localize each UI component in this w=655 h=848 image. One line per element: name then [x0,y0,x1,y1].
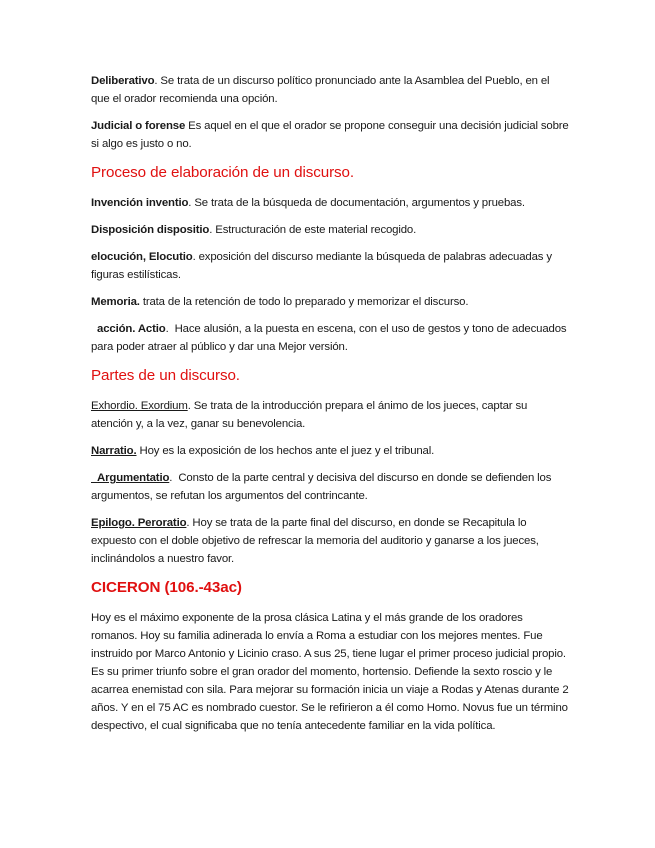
text-elocutio: . exposición del discurso mediante la búsqueda de palabras adecuadas y figuras estilísticas. [91,251,552,281]
term-judicial: Judicial o forense [91,120,186,132]
term-dispositio: Disposición dispositio [91,224,210,236]
text-argumentatio: . Consto de la parte central y decisiva del discurso en donde se defienden los argumentos, se refutan los argumentos del contrincante. [91,472,555,502]
term-narratio: Narratio. [91,445,137,457]
term-inventio: Invención inventio [91,197,189,209]
paragraph-deliberativo [91,72,569,108]
text-memoria: trata de la retención de todo lo preparado y memorizar el discurso. [139,296,469,308]
text-actio: . Hace alusión, a la puesta en escena, con el uso de gestos y tono de adecuados para poder atraer al público y dar una Mejor versión. [91,323,570,353]
paragraph-actio [91,320,569,356]
paragraph-dispositio [91,221,569,239]
paragraph-narratio [91,442,569,460]
text-judicial: Es aquel en el que el orador se propone conseguir una decisión judicial sobre si algo es justo o no. [91,120,569,150]
paragraph-inventio [91,194,569,212]
term-argumentatio: Argumentatio [91,472,170,484]
heading-ciceron: CICERON (106.-43ac) [91,579,242,596]
heading-proceso: Proceso de elaboración de un discurso. [91,164,354,181]
term-actio: acción. Actio [91,323,166,335]
paragraph-exordium [91,397,569,433]
paragraph-judicial [91,117,569,153]
term-peroratio: Epilogo. Peroratio [91,517,187,529]
text-dispositio: . Estructuración de este material recogido. [209,224,417,236]
text-inventio: . Se trata de la búsqueda de documentación, argumentos y pruebas. [188,197,525,209]
text-peroratio: . Hoy se trata de la parte final del discurso, en donde se Recapitula lo expuesto con el doble objetivo de refrescar la memoria del auditorio y ganarse a los jueces, inclinándolos a nuestro favor. [91,517,539,565]
paragraph-argumentatio [91,469,569,505]
term-elocutio: elocución, Elocutio [91,251,193,263]
document-page [91,72,569,744]
text-deliberativo: . Se trata de un discurso político pronunciado ante la Asamblea del Pueblo, en el que el orador recomienda una opción. [91,75,550,105]
paragraph-peroratio [91,514,569,568]
term-deliberativo: Deliberativo [91,75,155,87]
text-exordium: . Se trata de la introducción prepara el ánimo de los jueces, captar su atención y, a la vez, ganar su benevolencia. [91,400,528,430]
heading-partes: Partes de un discurso. [91,367,240,384]
paragraph-memoria [91,293,569,311]
term-memoria: Memoria. [91,296,140,308]
paragraph-ciceron: Hoy es el máximo exponente de la prosa clásica Latina y el más grande de los oradores romanos. Hoy su familia adinerada lo envía a Roma a estudiar con los mejores mentes. Fue instruido por Marco Antonio y Licinio craso. A sus 25, tiene lugar el primer proceso judicial propio. Es su primer triunfo sobre el gran orador del momento, hortensio. Defiende la sexto roscio y le acarrea enemistad con sila. Para mejorar su formación inicia un viaje a Rodas y Atenas durante 2 años. Y en el 75 AC es nombrado cuestor. Se le refirieron a él como Homo. Novus fue un término despectivo, el cual significaba que no tenía antecedente familiar en la vida política. [91,612,569,732]
text-narratio: Hoy es la exposición de los hechos ante el juez y el tribunal. [136,445,435,457]
paragraph-elocutio [91,248,569,284]
term-exordium: Exhordio. Exordium [91,400,188,412]
